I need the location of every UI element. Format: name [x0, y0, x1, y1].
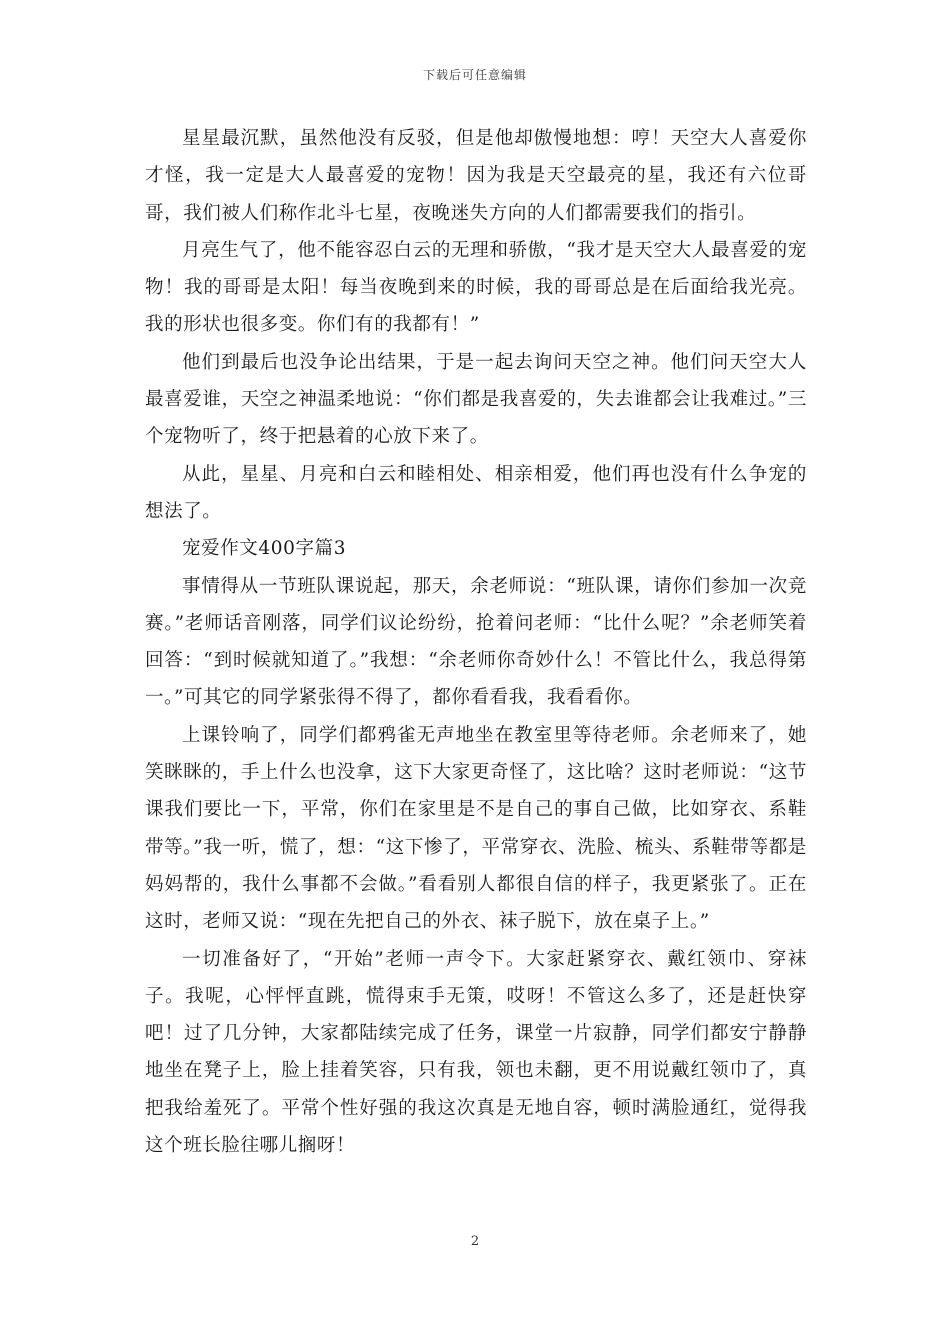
paragraph: 月亮生气了，他不能容忍白云的无理和骄傲，“我才是天空大人最喜爱的宠物！我的哥哥是太阳！每当夜晚到来的时候，我的哥哥总是在后面给我光亮。我的形状也很多变。你们有的我都有！”: [145, 239, 807, 336]
paragraph: 星星最沉默，虽然他没有反驳，但是他却傲慢地想：哼！天空大人喜爱你才怪，我一定是大人最喜爱的宠物！因为我是天空最亮的星，我还有六位哥哥，我们被人们称作北斗七星，夜晚迷失方向的人们都需要我们的指引。: [145, 128, 807, 224]
paragraph: 上课铃响了，同学们都鸦雀无声地坐在教室里等待老师。余老师来了，她笑眯眯的，手上什么也没拿，这下大家更奇怪了，这比啥？这时老师说：“这节课我们要比一下，平常，你们在家里是不是自己的事自己做，比如穿衣、系鞋带等。”我一听，慌了，想：“这下惨了，平常穿衣、洗脸、梳头、系鞋带等都是妈妈帮的，我什么事都不会做。”看看别人都很自信的样子，我更紧张了。正在这时，老师又说：“现在先把自己的外衣、袜子脱下，放在桌子上。”: [145, 724, 807, 933]
paragraph: 他们到最后也没争论出结果，于是一起去询问天空之神。他们问天空大人最喜爱谁，天空之神温柔地说：“你们都是我喜爱的，失去谁都会让我难过。”三个宠物听了，终于把悬着的心放下来了。: [145, 351, 807, 448]
page-number: 2: [470, 1234, 480, 1249]
paragraph: 一切准备好了，“开始”老师一声令下。大家赶紧穿衣、戴红领巾、穿袜子。我呢，心怦怦直跳，慌得束手无策，哎呀！不管这么多了，还是赶快穿吧！过了几分钟，大家都陆续完成了任务，课堂一片寂静，同学们都安宁静静地坐在凳子上，脸上挂着笑容，只有我，领也未翻，更不用说戴红领巾了，真把我给羞死了。平常个性好强的我这次真是无地自容，顿时满脸通红，觉得我这个班长脸往哪儿搁呀！: [145, 948, 807, 1157]
paragraph: 事情得从一节班队课说起，那天，余老师说：“班队课，请你们参加一次竞赛。”老师话音刚落，同学们议论纷纷，抢着问老师：“比什么呢？”余老师笑着回答：“到时候就知道了。”我想：“余老师你奇妙什么！不管比什么，我总得第一。”可其它的同学紧张得不得了，都你看看我，我看看你。: [145, 575, 807, 709]
paragraph: 从此，星星、月亮和白云和睦相处、相亲相爱，他们再也没有什么争宠的想法了。: [145, 463, 807, 522]
document-body: [145, 120, 807, 1164]
page-header: 下载后可任意编辑: [422, 68, 527, 82]
section-heading: 宠爱作文400字篇3: [182, 538, 347, 560]
